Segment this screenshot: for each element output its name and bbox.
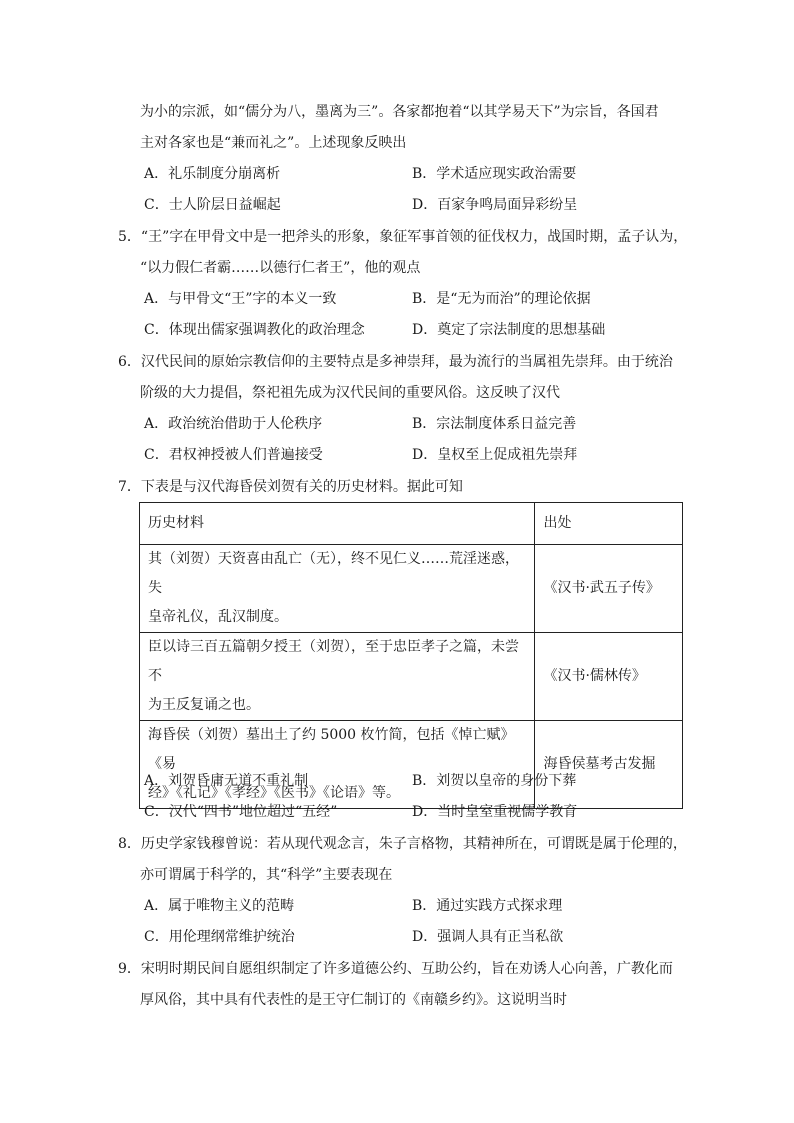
table-row [140,545,683,633]
table-cell-material [140,545,535,633]
table-row [140,633,683,721]
table-cell-material [140,721,535,809]
q5-option-b: B．是“无为而治”的理论依据 [412,291,591,307]
table-cell-source: 《汉书·武五子传》 [535,545,683,633]
table-cell-text-line: 臣以诗三百五篇朝夕授王（刘贺），至于忠臣孝子之篇，未尝不 [148,639,519,684]
q5-option-d: D．奠定了宗法制度的思想基础 [412,322,606,338]
q9-stem-line-1: 9．宋明时期民间自愿组织制定了许多道德公约、互助公约，旨在劝诱人心向善，广教化而 [118,961,673,977]
q4-stem-line-2: 主对各家也是“兼而礼之”。上述现象反映出 [140,135,407,151]
q5-stem-line-1: 5．“王”字在甲骨文中是一把斧头的形象，象征军事首领的征伐权力，战国时期，孟子认为， [118,229,688,245]
q8-option-d: D．强调人具有正当私欲 [412,929,564,945]
q4-option-c: C．士人阶层日益崛起 [144,197,281,213]
q4-option-d: D．百家争鸣局面异彩纷呈 [412,197,578,213]
q9-stem-line-2: 厚风俗，其中具有代表性的是王守仁制订的《南赣乡约》。这说明当时 [140,992,567,1008]
q4-stem-line-1: 为小的宗派，如“儒分为八，墨离为三”。各家都抱着“以其学易天下”为宗旨，各国君 [140,104,659,120]
q7-option-a: A．刘贺昏庸无道不重礼制 [144,773,309,789]
q6-option-d: D．皇权至上促成祖先崇拜 [412,447,578,463]
q6-stem-line-2: 阶级的大力提倡，祭祀祖先成为汉代民间的重要风俗。这反映了汉代 [140,385,560,401]
q6-option-a: A．政治统治借助于人伦秩序 [144,416,323,432]
q7-option-d: D．当时皇室重视儒学教育 [412,804,578,820]
q6-stem-line-1: 6．汉代民间的原始宗教信仰的主要特点是多神崇拜，最为流行的当属祖先崇拜。由于统治 [118,354,673,370]
table-cell-text-line: 海昏侯（刘贺）墓出土了约 5000 枚竹简，包括《悼亡赋》《易 [148,727,515,772]
table-cell-text-line: 其（刘贺）天资喜由乱亡（无），终不见仁义……荒淫迷惑，失 [148,551,519,596]
table-cell-text-line: 为王反复诵之也。 [148,697,260,713]
q5-stem-line-2: “以力假仁者霸……以德行仁者王”，他的观点 [140,260,421,276]
table-cell-source: 海昏侯墓考古发掘 [535,721,683,809]
q8-option-c: C．用伦理纲常维护统治 [144,929,295,945]
q4-option-b: B．学术适应现实政治需要 [412,166,577,182]
table-cell-text-line: 皇帝礼仪，乱汉制度。 [148,609,288,625]
table-cell-text-line: 经》《礼记》《孝经》《医书》《论语》等。 [148,785,400,801]
q8-stem-line-2: 亦可谓属于科学的，其“科学”主要表现在 [140,867,393,883]
table-header-row [140,503,683,545]
q8-option-a: A．属于唯物主义的范畴 [144,898,295,914]
q7-option-c: C．汉代“四书”地位超过“五经” [144,804,338,820]
q6-option-c: C．君权神授被人们普遍接受 [144,447,323,463]
table-header-source: 出处 [535,503,683,545]
table-row [140,721,683,809]
q8-stem-line-1: 8．历史学家钱穆曾说：若从现代观念言，朱子言格物，其精神所在，可谓既是属于伦理的， [118,836,687,852]
q7-option-b: B．刘贺以皇帝的身份下葬 [412,773,577,789]
table-cell-material [140,633,535,721]
q4-option-a: A．礼乐制度分崩离析 [144,166,281,182]
q7-source-table [139,502,683,809]
q8-option-b: B．通过实践方式探求理 [412,898,563,914]
q5-option-a: A．与甲骨文“王”字的本义一致 [144,291,337,307]
table-cell-source: 《汉书·儒林传》 [535,633,683,721]
q6-option-b: B．宗法制度体系日益完善 [412,416,577,432]
table-header-material: 历史材料 [140,503,535,545]
q5-option-c: C．体现出儒家强调教化的政治理念 [144,322,365,338]
q7-stem-line-1: 7．下表是与汉代海昏侯刘贺有关的历史材料。据此可知 [118,479,463,495]
